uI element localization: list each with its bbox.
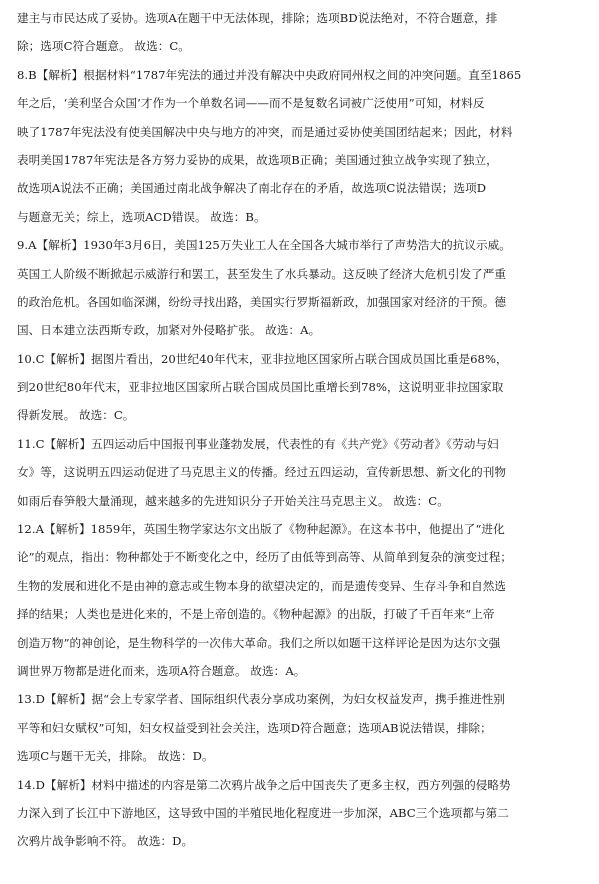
answer-9-line: 9.A【解析】1930年3月6日，美国125万失业工人在全国各大城市举行了声势浩大的抗议示威。 bbox=[17, 238, 511, 253]
text-line: 次鸦片战争影响不符。 故选：D。 bbox=[17, 834, 194, 849]
text-line: 平等和妇女赋权”可知，妇女权益受到社会关注，选项D符合题意；选项AB说法错误，排除； bbox=[17, 720, 492, 735]
text-line: 英国工人阶级不断掀起示威游行和罢工，甚至发生了水兵暴动。这反映了经济大危机引发了严重 bbox=[17, 266, 507, 281]
text-line: 除；选项C符合题意。 故选：C。 bbox=[17, 39, 190, 54]
answer-14-line: 14.D【解析】材料中描述的内容是第二次鸦片战争之后中国丧失了更多主权，西方列强的侵略势 bbox=[17, 777, 511, 792]
text-line: 生物的发展和进化不是由神的意志或生物本身的欲望决定的，而是遗传变异、生存斗争和自然选 bbox=[17, 578, 507, 593]
text-line: 择的结果；人类也是进化来的，不是上帝创造的。《物种起源》的出版，打破了千百年来“上帝 bbox=[17, 607, 495, 622]
text-line: 国、日本建立法西斯专政，加紧对外侵略扩张。 故选：A。 bbox=[17, 323, 321, 338]
answer-8-line: 8.B【解析】根据材料“1787年宪法的通过并没有解决中央政府同州权之间的冲突问题。直至1865 bbox=[17, 67, 522, 82]
text-line: 故选项A说法不正确；美国通过南北战争解决了南北存在的矛盾，故选项C说法错误；选项D bbox=[17, 181, 487, 196]
text-line: 的政治危机。各国如临深渊，纷纷寻找出路，美国实行罗斯福新政，加强国家对经济的干预。德 bbox=[17, 294, 507, 309]
text-line: 力深入到了长江中下游地区，这导致中国的半殖民地化程度进一步加深，ABC三个选项都与第二 bbox=[17, 805, 509, 820]
text-line: 表明美国1787年宪法是各方努力妥协的成果，故选项B正确；美国通过独立战争实现了独立， bbox=[17, 152, 498, 167]
text-line: 得新发展。 故选：C。 bbox=[17, 408, 135, 423]
answer-13-line: 13.D【解析】据“会上专家学者、国际组织代表分享成功案例，为妇女权益发声，携手推进性别 bbox=[17, 692, 506, 707]
text-line: 女》等，这说明五四运动促进了马克思主义的传播。经过五四运动，宣传新思想、新文化的刊物 bbox=[17, 465, 507, 480]
text-line: 建主与市民达成了妥协。选项A在题干中无法体现，排除；选项BD说法绝对，不符合题意，排 bbox=[17, 11, 498, 25]
answer-10-line: 10.C【解析】据图片看出，20世纪40年代末，亚非拉地区国家所占联合国成员国比重是68%， bbox=[17, 351, 508, 366]
text-line: 如雨后春笋般大量涌现，越来越多的先进知识分子开始关注马克思主义。 故选：C。 bbox=[17, 493, 449, 508]
text-line: 年之后，‘美利坚合众国’才作为一个单数名词——而不是复数名词被广泛使用”可知，材料反 bbox=[17, 96, 485, 111]
text-line: 映了1787年宪法没有使美国解决中央与地方的冲突，而是通过妥协使美国团结起来；因此，材料 bbox=[17, 124, 513, 139]
text-line: 调世界万物都是进化而来，选项A符合题意。 故选：A。 bbox=[17, 663, 306, 678]
text-line: 到20世纪80年代末，亚非拉地区国家所占联合国成员国比重增长到78%，这说明亚非拉国家取 bbox=[17, 380, 504, 395]
answer-12-line: 12.A【解析】1859年，英国生物学家达尔文出版了《物种起源》。在这本书中，他提出了“进化 bbox=[17, 522, 505, 537]
text-line: 选项C与题干无关，排除。 故选：D。 bbox=[17, 749, 214, 764]
text-line: 创造万物”的神创论，是生物科学的一次伟大革命。我们之所以如题干这样评论是因为达尔文强 bbox=[17, 635, 501, 650]
text-line: 与题意无关；综上，选项ACD错误。 故选：B。 bbox=[17, 209, 266, 224]
answer-11-line: 11.C【解析】五四运动后中国报刊事业蓬勃发展，代表性的有《共产党》《劳动者》《劳动与妇 bbox=[17, 436, 499, 451]
text-line: 论”的观点，指出：物种都处于不断变化之中，经历了由低等到高等、从简单到复杂的演变过程； bbox=[17, 550, 513, 565]
